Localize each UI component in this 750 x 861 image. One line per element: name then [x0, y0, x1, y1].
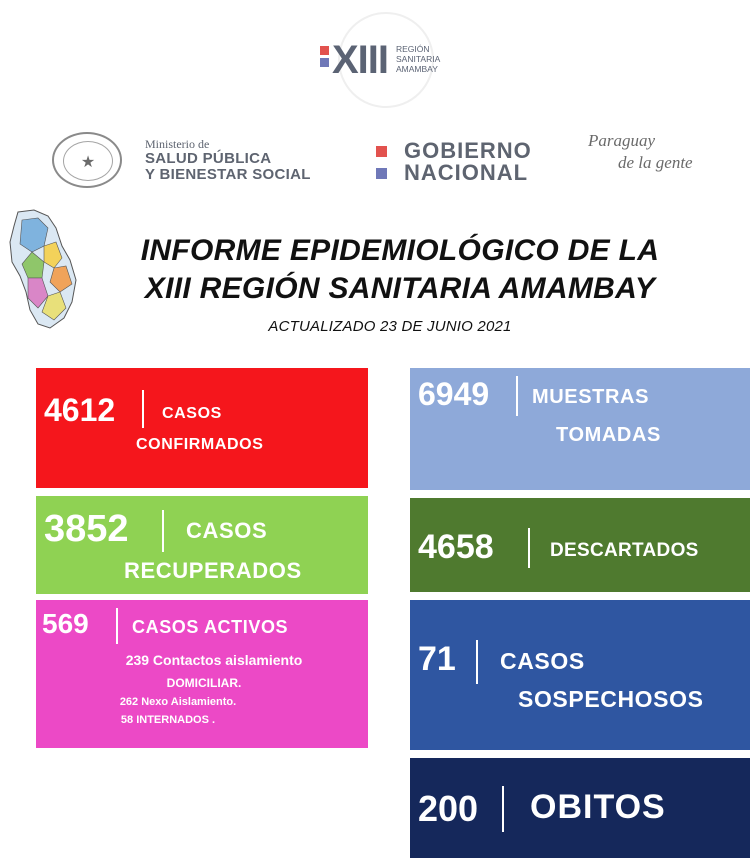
paraguay-seal-icon: ★: [52, 132, 122, 188]
discarded-count: 4658: [418, 528, 494, 566]
active-detail-contacts: 239 Contactos aislamiento: [125, 652, 303, 668]
samples-label2: TOMADAS: [556, 424, 661, 446]
active-label: CASOS ACTIVOS: [132, 617, 289, 637]
gobierno-line2: NACIONAL: [404, 160, 529, 185]
gobierno-line1: GOBIERNO: [404, 138, 532, 163]
active-cases-card: [36, 600, 368, 748]
active-detail-domiciliar: DOMICILIAR.: [166, 676, 242, 690]
confirmed-count: 4612: [44, 392, 116, 428]
region-logo-number: XIII: [332, 38, 389, 82]
title-line2: XIII REGIÓN SANITARIA AMAMBAY: [144, 272, 656, 305]
region-logo: [318, 12, 468, 108]
suspect-count: 71: [418, 640, 456, 678]
paraguay-de-la-gente-logo: [588, 130, 693, 174]
page-title: [80, 232, 720, 308]
amambay-map-icon: [4, 206, 84, 334]
ministerio-line2: SALUD PÚBLICA: [145, 150, 272, 167]
suspect-label1: CASOS: [500, 648, 585, 674]
update-date: ACTUALIZADO 23 DE JUNIO 2021: [268, 318, 512, 335]
ministerio-logo: [145, 138, 311, 183]
discarded-card: [410, 498, 750, 592]
deaths-card: [410, 758, 750, 858]
region-logo-squares: [320, 46, 330, 70]
ministerio-line1: Ministerio de: [145, 137, 210, 151]
title-line1: INFORME EPIDEMIOLÓGICO DE LA: [140, 234, 660, 267]
samples-count: 6949: [418, 376, 490, 412]
recovered-label2: RECUPERADOS: [124, 558, 302, 583]
gobierno-nacional-logo: [376, 140, 532, 184]
ministerio-line3: Y BIENESTAR SOCIAL: [145, 166, 311, 183]
recovered-count: 3852: [44, 508, 129, 550]
confirmed-cases-card: [36, 368, 368, 488]
samples-card: [410, 368, 750, 490]
suspect-label2: SOSPECHOSOS: [518, 686, 704, 712]
recovered-label1: CASOS: [186, 518, 268, 543]
paraguay-logo-line1: Paraguay: [588, 131, 656, 150]
region-logo-text: REGIÓN SANITARIA AMAMBAY: [396, 44, 441, 74]
confirmed-label2: CONFIRMADOS: [136, 436, 264, 453]
samples-label1: MUESTRAS: [532, 386, 650, 408]
active-detail-internados: 58 INTERNADOS .: [120, 714, 216, 726]
active-count: 569: [42, 608, 89, 639]
discarded-label: DESCARTADOS: [550, 540, 699, 561]
suspect-cases-card: [410, 600, 750, 750]
recovered-cases-card: [36, 496, 368, 594]
deaths-count: 200: [418, 788, 479, 829]
deaths-label: OBITOS: [530, 788, 666, 826]
active-detail-nexo: 262 Nexo Aislamiento.: [119, 696, 237, 708]
confirmed-label1: CASOS: [162, 405, 222, 422]
paraguay-logo-line2: de la gente: [618, 153, 693, 172]
